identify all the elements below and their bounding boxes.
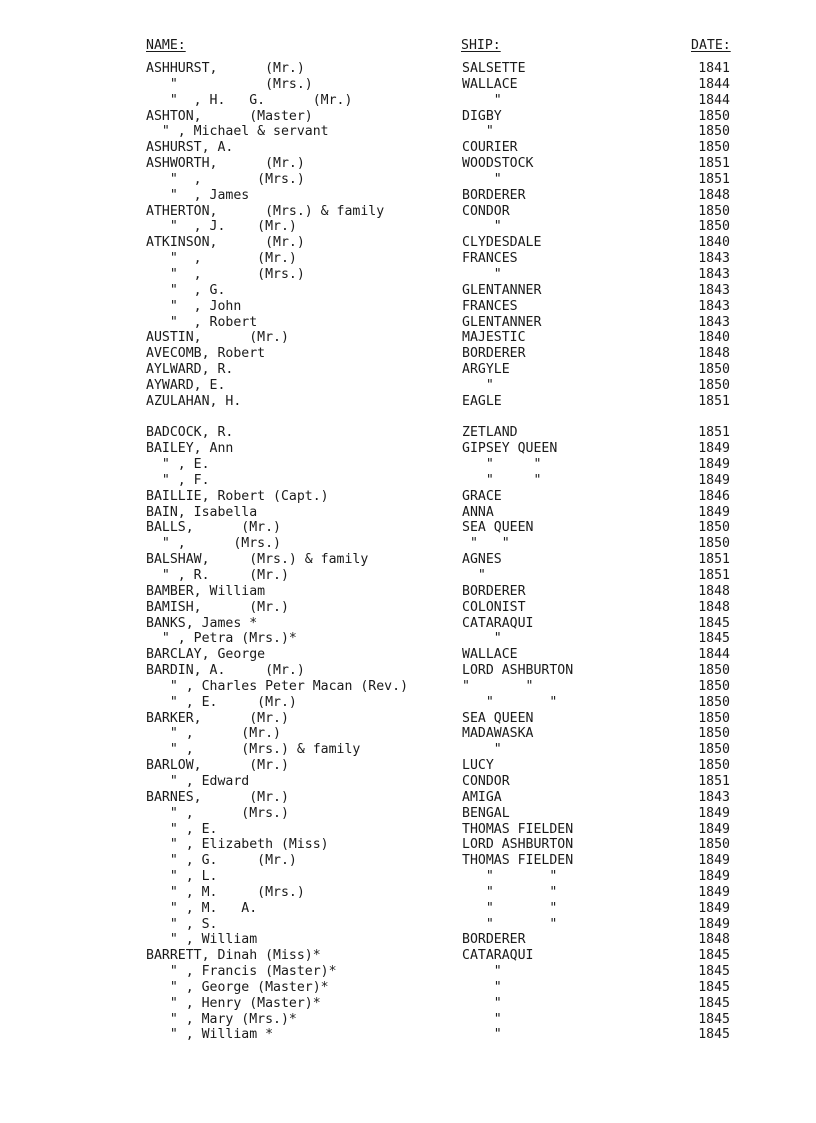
arrival-date: 1850	[698, 140, 730, 156]
ship-name: "	[462, 219, 502, 235]
list-item	[0, 600, 816, 616]
ship-name: COLONIST	[462, 599, 526, 615]
arrival-date: 1851	[698, 393, 730, 409]
ship-name: " "	[462, 900, 558, 916]
list-item	[0, 140, 816, 156]
ship-name: BORDERER	[462, 187, 526, 203]
ship-name: MADAWASKA	[462, 726, 534, 742]
list-item	[0, 156, 816, 172]
ship-name: LORD ASHBURTON	[462, 837, 574, 853]
arrival-date: 1844	[698, 647, 730, 663]
arrival-date: 1849	[698, 869, 730, 885]
passenger-name: ASHWORTH, (Mr.)	[146, 156, 305, 172]
arrival-date: 1850	[698, 726, 730, 742]
list-item	[0, 267, 816, 283]
passenger-name: ASHURST, A.	[146, 140, 234, 156]
ship-name: "	[462, 377, 494, 393]
list-item	[0, 1012, 816, 1028]
passenger-name: BAILLIE, Robert (Capt.)	[146, 488, 329, 504]
ship-name: "	[462, 92, 502, 108]
ship-column-heading: SHIP:	[461, 38, 501, 53]
arrival-date: 1850	[698, 108, 730, 124]
list-item	[0, 441, 816, 457]
list-item	[0, 758, 816, 774]
ship-name: "	[462, 964, 502, 980]
ship-name: SEA QUEEN	[462, 520, 534, 536]
passenger-name: BARDIN, A. (Mr.)	[146, 663, 305, 679]
arrival-date: 1850	[698, 742, 730, 758]
passenger-name: BANKS, James *	[146, 615, 258, 631]
arrival-date: 1843	[698, 298, 730, 314]
ship-name: SALSETTE	[462, 61, 526, 76]
ship-name: WALLACE	[462, 647, 518, 663]
arrival-date: 1843	[698, 789, 730, 805]
passenger-name: " , Elizabeth (Miss)	[146, 837, 329, 853]
passenger-name: AUSTIN, (Mr.)	[146, 330, 289, 346]
ship-name: "	[462, 742, 502, 758]
list-item	[0, 505, 816, 521]
arrival-date: 1851	[698, 171, 730, 187]
arrival-date: 1845	[698, 1027, 730, 1043]
arrival-date: 1843	[698, 251, 730, 267]
ship-name: ARGYLE	[462, 362, 510, 378]
arrival-date: 1845	[698, 948, 730, 964]
passenger-name: " , J. (Mr.)	[146, 219, 297, 235]
name-column-heading: NAME:	[146, 38, 186, 53]
passenger-name: " , (Mrs.)	[146, 266, 305, 282]
passenger-name: " , H. G. (Mr.)	[146, 92, 353, 108]
list-item	[0, 964, 816, 980]
passenger-name: ASHHURST, (Mr.)	[146, 61, 305, 76]
passenger-name: " , G. (Mr.)	[146, 853, 297, 869]
passenger-name: BARNES, (Mr.)	[146, 789, 289, 805]
arrival-date: 1850	[698, 678, 730, 694]
passenger-name: " , L.	[146, 869, 218, 885]
list-item	[0, 188, 816, 204]
list-item	[0, 726, 816, 742]
list-item	[0, 172, 816, 188]
arrival-date: 1850	[698, 663, 730, 679]
arrival-date: 1849	[698, 805, 730, 821]
passenger-name: AYWARD, E.	[146, 377, 226, 393]
ship-name: ANNA	[462, 504, 494, 520]
arrival-date: 1848	[698, 187, 730, 203]
passenger-name: " , Edward	[146, 773, 250, 789]
passenger-name: " , G.	[146, 282, 226, 298]
arrival-date: 1851	[698, 552, 730, 568]
list-item	[0, 695, 816, 711]
passenger-name: " , E.	[146, 821, 218, 837]
list-item	[0, 663, 816, 679]
ship-name: AGNES	[462, 552, 502, 568]
ship-name: " "	[462, 869, 558, 885]
arrival-date: 1843	[698, 266, 730, 282]
ship-name: WALLACE	[462, 76, 518, 92]
list-item	[0, 917, 816, 933]
list-item	[0, 251, 816, 267]
arrival-date: 1849	[698, 504, 730, 520]
passenger-name: " , E.	[146, 457, 210, 473]
passenger-name: BARCLAY, George	[146, 647, 266, 663]
arrival-date: 1849	[698, 853, 730, 869]
passenger-name: " , James	[146, 187, 250, 203]
ship-name: SEA QUEEN	[462, 710, 534, 726]
arrival-date: 1849	[698, 821, 730, 837]
list-item	[0, 885, 816, 901]
ship-name: "	[462, 1011, 502, 1027]
ship-name: AMIGA	[462, 789, 502, 805]
list-item	[0, 996, 816, 1012]
passenger-name: " , (Mrs.)	[146, 805, 289, 821]
arrival-date: 1845	[698, 964, 730, 980]
ship-name: " "	[462, 694, 558, 710]
arrival-date: 1850	[698, 219, 730, 235]
list-item	[0, 742, 816, 758]
arrival-date: 1850	[698, 520, 730, 536]
ship-name: CATARAQUI	[462, 615, 534, 631]
list-item	[0, 536, 816, 552]
passenger-name: " , S.	[146, 916, 218, 932]
list-item	[0, 315, 816, 331]
ship-name: FRANCES	[462, 251, 518, 267]
passenger-name: " , Robert	[146, 314, 258, 330]
ship-name: GLENTANNER	[462, 314, 542, 330]
passenger-name: AYLWARD, R.	[146, 362, 234, 378]
arrival-date: 1841	[698, 61, 730, 76]
list-item	[0, 552, 816, 568]
ship-name: DIGBY	[462, 108, 502, 124]
passenger-name: " , F.	[146, 472, 210, 488]
ship-name: "	[462, 631, 502, 647]
ship-name: " "	[462, 536, 510, 552]
ship-name: " "	[462, 884, 558, 900]
arrival-date: 1850	[698, 377, 730, 393]
arrival-date: 1844	[698, 92, 730, 108]
arrival-date: 1846	[698, 488, 730, 504]
ship-name: COURIER	[462, 140, 518, 156]
arrival-date: 1849	[698, 441, 730, 457]
arrival-date: 1850	[698, 362, 730, 378]
arrival-date: 1848	[698, 599, 730, 615]
ship-name: CATARAQUI	[462, 948, 534, 964]
ship-name: EAGLE	[462, 393, 502, 409]
ship-name: "	[462, 171, 502, 187]
ship-name: "	[462, 979, 502, 995]
arrival-date: 1845	[698, 979, 730, 995]
arrival-date: 1849	[698, 884, 730, 900]
ship-name: WOODSTOCK	[462, 156, 534, 172]
passenger-name: " (Mrs.)	[146, 76, 313, 92]
list-item	[0, 489, 816, 505]
passenger-name: " , M. A.	[146, 900, 258, 916]
list-item	[0, 853, 816, 869]
list-item	[0, 219, 816, 235]
passenger-name: ASHTON, (Master)	[146, 108, 313, 124]
list-item	[0, 932, 816, 948]
arrival-date: 1851	[698, 773, 730, 789]
passenger-name: BAMISH, (Mr.)	[146, 599, 289, 615]
passenger-name: " , (Mr.)	[146, 726, 281, 742]
passenger-name: " , William *	[146, 1027, 274, 1043]
list-item	[0, 774, 816, 790]
passenger-name: " , (Mr.)	[146, 251, 297, 267]
passenger-list	[0, 61, 816, 1043]
list-item	[0, 425, 816, 441]
list-item	[0, 1027, 816, 1043]
list-item	[0, 869, 816, 885]
passenger-name: " , R. (Mr.)	[146, 568, 289, 583]
passenger-name: " , Charles Peter Macan (Rev.)	[146, 678, 409, 694]
list-item	[0, 901, 816, 917]
date-column-heading: DATE:	[691, 38, 731, 53]
arrival-date: 1850	[698, 837, 730, 853]
ship-name: GRACE	[462, 488, 502, 504]
ship-name: "	[462, 995, 502, 1011]
arrival-date: 1845	[698, 631, 730, 647]
ship-name: "	[462, 266, 502, 282]
passenger-name: " , Henry (Master)*	[146, 995, 321, 1011]
ship-name: "	[462, 124, 494, 140]
list-item	[0, 679, 816, 695]
arrival-date: 1845	[698, 615, 730, 631]
ship-name: LUCY	[462, 758, 494, 774]
list-item	[0, 330, 816, 346]
passenger-name: " , Francis (Master)*	[146, 964, 337, 980]
passenger-name: " , Mary (Mrs.)*	[146, 1011, 297, 1027]
ship-name: "	[462, 568, 486, 583]
list-item	[0, 93, 816, 109]
arrival-date: 1843	[698, 282, 730, 298]
passenger-name: " , John	[146, 298, 242, 314]
ship-name: CLYDESDALE	[462, 235, 542, 251]
ship-name: THOMAS FIELDEN	[462, 853, 574, 869]
ship-name: " "	[462, 472, 542, 488]
arrival-date: 1850	[698, 536, 730, 552]
list-item	[0, 568, 816, 584]
passenger-name: AVECOMB, Robert	[146, 346, 266, 362]
passenger-name: " , William	[146, 932, 258, 948]
list-item	[0, 61, 816, 77]
ship-name: GIPSEY QUEEN	[462, 441, 558, 457]
passenger-name: " , George (Master)*	[146, 979, 329, 995]
list-item	[0, 378, 816, 394]
ship-name: THOMAS FIELDEN	[462, 821, 574, 837]
ship-name: BORDERER	[462, 583, 526, 599]
ship-name: GLENTANNER	[462, 282, 542, 298]
list-item	[0, 837, 816, 853]
arrival-date: 1843	[698, 314, 730, 330]
ship-name: BENGAL	[462, 805, 510, 821]
ship-name: BORDERER	[462, 932, 526, 948]
arrival-date: 1849	[698, 900, 730, 916]
passenger-name: BAIN, Isabella	[146, 504, 258, 520]
arrival-date: 1845	[698, 995, 730, 1011]
arrival-date: 1849	[698, 916, 730, 932]
list-item	[0, 77, 816, 93]
list-item	[0, 235, 816, 251]
arrival-date: 1849	[698, 457, 730, 473]
arrival-date: 1850	[698, 203, 730, 219]
arrival-date: 1848	[698, 932, 730, 948]
passenger-name: " , E. (Mr.)	[146, 694, 297, 710]
arrival-date: 1850	[698, 758, 730, 774]
list-item	[0, 822, 816, 838]
list-item	[0, 584, 816, 600]
ship-name: FRANCES	[462, 298, 518, 314]
ship-name: CONDOR	[462, 203, 510, 219]
list-item	[0, 204, 816, 220]
passenger-name: " , (Mrs.)	[146, 536, 281, 552]
arrival-date: 1851	[698, 568, 730, 583]
arrival-date: 1840	[698, 330, 730, 346]
list-item	[0, 457, 816, 473]
passenger-name: BADCOCK, R.	[146, 425, 234, 441]
list-item	[0, 394, 816, 410]
passenger-name: BAMBER, William	[146, 583, 266, 599]
ship-name: "	[462, 1027, 502, 1043]
list-item	[0, 473, 816, 489]
column-header	[0, 37, 816, 55]
arrival-date: 1845	[698, 1011, 730, 1027]
arrival-date: 1848	[698, 583, 730, 599]
arrival-date: 1850	[698, 694, 730, 710]
ship-name: MAJESTIC	[462, 330, 526, 346]
arrival-date: 1849	[698, 472, 730, 488]
list-item	[0, 711, 816, 727]
list-item	[0, 806, 816, 822]
list-item	[0, 283, 816, 299]
list-item	[0, 631, 816, 647]
list-item	[0, 346, 816, 362]
ship-name: " "	[462, 916, 558, 932]
list-item	[0, 410, 816, 426]
passenger-name: " , M. (Mrs.)	[146, 884, 305, 900]
list-item	[0, 948, 816, 964]
passenger-name: BARKER, (Mr.)	[146, 710, 289, 726]
passenger-name: BARRETT, Dinah (Miss)*	[146, 948, 321, 964]
arrival-date: 1850	[698, 124, 730, 140]
list-item	[0, 520, 816, 536]
passenger-name: " , (Mrs.)	[146, 171, 305, 187]
list-item	[0, 616, 816, 632]
arrival-date: 1840	[698, 235, 730, 251]
passenger-name: " , (Mrs.) & family	[146, 742, 361, 758]
arrival-date: 1851	[698, 425, 730, 441]
passenger-name: BAILEY, Ann	[146, 441, 234, 457]
ship-name: " "	[462, 457, 542, 473]
list-item	[0, 647, 816, 663]
ship-name: CONDOR	[462, 773, 510, 789]
ship-name: ZETLAND	[462, 425, 518, 441]
ship-name: BORDERER	[462, 346, 526, 362]
list-item	[0, 109, 816, 125]
arrival-date: 1844	[698, 76, 730, 92]
passenger-name: ATHERTON, (Mrs.) & family	[146, 203, 385, 219]
arrival-date: 1850	[698, 710, 730, 726]
list-item	[0, 124, 816, 140]
list-item	[0, 790, 816, 806]
list-item	[0, 299, 816, 315]
ship-name: " "	[462, 678, 534, 694]
list-item	[0, 980, 816, 996]
passenger-name: " , Michael & servant	[146, 124, 329, 140]
arrival-date: 1848	[698, 346, 730, 362]
passenger-name: ATKINSON, (Mr.)	[146, 235, 305, 251]
passenger-name: BARLOW, (Mr.)	[146, 758, 289, 774]
passenger-name: AZULAHAN, H.	[146, 393, 242, 409]
passenger-name: " , Petra (Mrs.)*	[146, 631, 297, 647]
ship-name: LORD ASHBURTON	[462, 663, 574, 679]
list-item	[0, 362, 816, 378]
passenger-name: BALSHAW, (Mrs.) & family	[146, 552, 369, 568]
passenger-name: BALLS, (Mr.)	[146, 520, 281, 536]
arrival-date: 1851	[698, 156, 730, 172]
